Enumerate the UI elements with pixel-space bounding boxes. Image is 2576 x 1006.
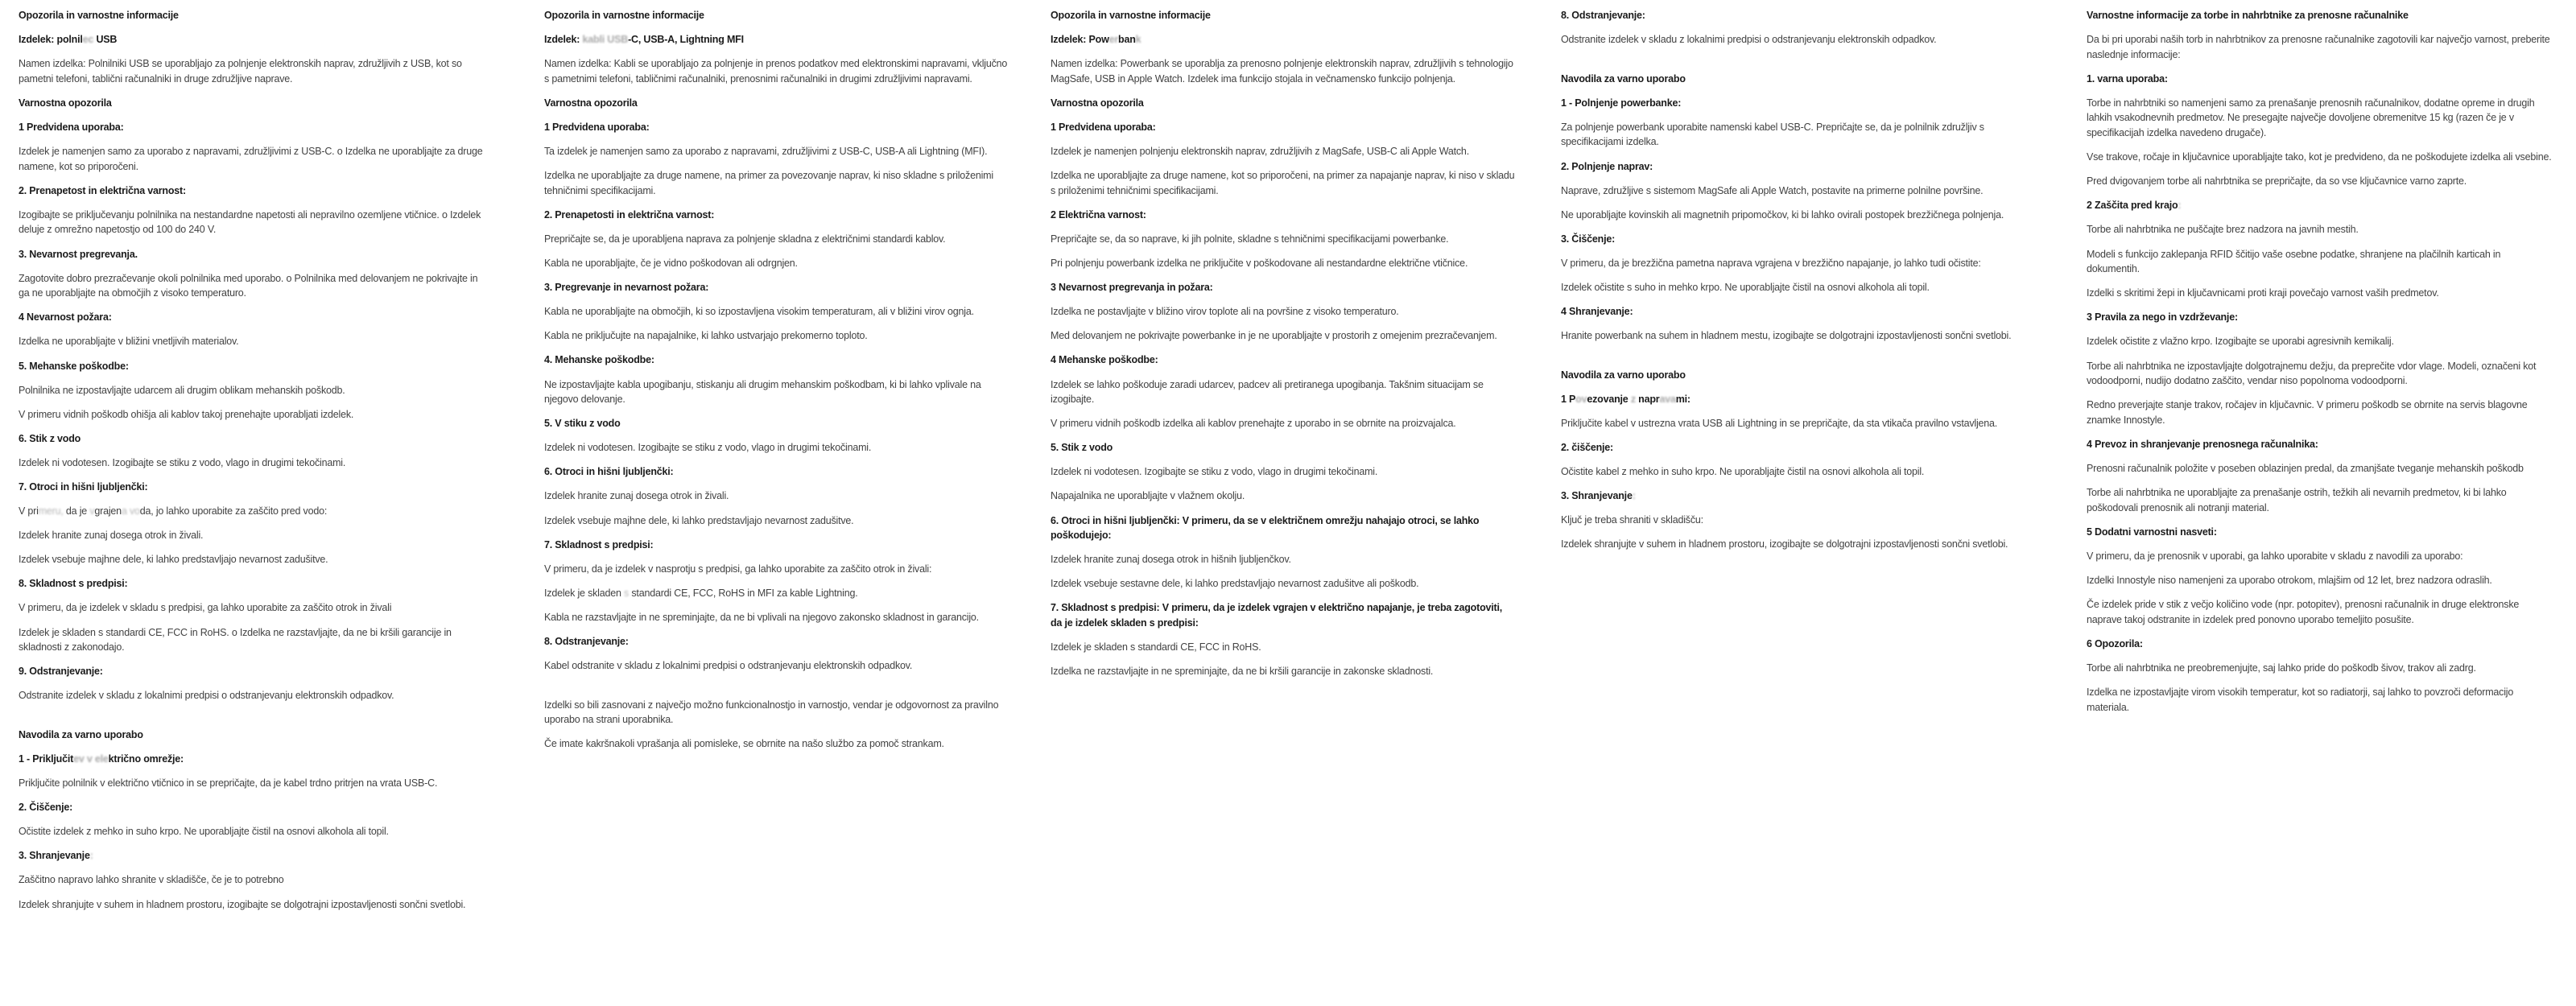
text-segment: napr [1635,393,1660,405]
text-segment: mi: [1675,393,1690,405]
paragraph: Izdelka ne uporabljajte v bližini vnetljivih materialov. [19,336,239,348]
paragraph: Izdelek ni vodotesen. Izogibajte se stiku z vodo, vlago in drugimi tekočinami. [544,442,872,454]
paragraph: Izdelek očistite z vlažno krpo. Izogibajte se uporabi agresivnih kemikalij. [2087,336,2394,348]
faded-text: k [1135,34,1141,46]
section-heading: 1 - Polnjenje powerbanke: [1561,97,1682,109]
section-heading: Opozorila in varnostne informacije [19,10,179,21]
paragraph: Prepričajte se, da so naprave, ki jih polnite, skladne s tehničnimi specifikacijami powerbanke. [1051,233,1449,245]
paragraph: Izogibajte se priključevanju polnilnika na nestandardne napetosti ali nepravilno ozemljene vtičnice. o Izdelek deluje z omrežno napetostjo od 100 do 240 V. [19,208,481,236]
text-segment: Izdelek: [544,34,583,46]
faded-text: ec [82,34,94,46]
paragraph: Da bi pri uporabi naših torb in nahrbtnikov za prenosne računalnike zagotovili kar največjo varnost, preberite naslednje informacije: [2087,34,2550,60]
section-heading: 3. Nevarnost pregrevanja. [19,248,138,260]
section-heading: 2. Polnjenje naprav: [1561,160,1653,172]
text-segment: -C, USB-A, Lightning MFI [628,34,744,46]
section-heading: Opozorila in varnostne informacije [1051,10,1211,21]
faded-text: : [1632,490,1636,502]
paragraph: Izdelek hranite zunaj dosega otrok in živali. [544,490,729,502]
paragraph: V primeru, da je prenosnik v uporabi, ga lahko uporabite v skladu z navodili za uporabo: [2087,550,2463,562]
paragraph: Izdelek hranite zunaj dosega otrok in hišnih ljubljenčkov. [1051,554,1291,566]
section-heading: Navodila za varno uporabo [1561,72,1686,85]
paragraph: Izdelek hranite zunaj dosega otrok in živali. [19,530,204,542]
section-heading: 3 Nevarnost pregrevanja in požara: [1051,282,1213,294]
faded-text: : [89,850,93,862]
paragraph: Izdelki Innostyle niso namenjeni za uporabo otrokom, mlajšim od 12 let, brez nadzora odraslih. [2087,574,2492,586]
paragraph: Naprave, združljive s sistemom MagSafe ali Apple Watch, postavite na primerne polnilne površine. [1561,184,1984,196]
section-heading: 7. Skladnost s predpisi: V primeru, da je izdelek vgrajen v električno napajanje, je treba zagotoviti, da je izdelek skladen s predpisi: [1051,602,1503,629]
text-segment: ban [1118,34,1136,46]
section-heading: 8. Odstranjevanje: [544,636,629,648]
section-heading: 4 Mehanske poškodbe: [1051,354,1158,366]
text-segment: Izdelek: polnil [19,34,83,46]
section-heading: 5. Mehanske poškodbe: [19,360,129,372]
text-segment: Izdelek: Pow [1051,34,1109,46]
paragraph: Izdelki s skritimi žepi in ključavnicami proti kraji povečajo varnost vaših predmetov. [2087,287,2439,299]
paragraph: Izdelek vsebuje sestavne dele, ki lahko predstavljajo nevarnost zadušitve ali poškodb. [1051,578,1419,590]
section-heading: 6. Otroci in hišni ljubljenčki: V primeru, da se v električnem omrežju nahajajo otroci, se lahko poškodujejo: [1051,514,1480,542]
section-heading: 4 Shranjevanje: [1561,306,1633,318]
section-heading: Varnostna opozorila [544,97,638,109]
section-heading: 1 Predvidena uporaba: [544,121,650,133]
paragraph: Vse trakove, ročaje in ključavnice uporabljajte tako, kot je predvideno, da ne poškodujete izdelka ali vsebine. [2087,151,2552,163]
section-heading: 1 Predvidena uporaba: [19,121,124,133]
section-heading: Varnostne informacije za torbe in nahrbtnike za prenosne računalnike [2087,10,2409,21]
paragraph: Med delovanjem ne pokrivajte powerbanke in je ne uporabljajte v prostorih z omejenim prezračevanjem. [1051,330,1497,342]
paragraph: Namen izdelka: Kabli se uporabljajo za polnjenje in prenos podatkov med elektronskimi napravami, vključno s pametnimi telefoni, tabličnimi računalniki, prenosnimi računalniki in drugimi združljivimi napravami. [544,58,1008,85]
paragraph: Kabel odstranite v skladu z lokalnimi predpisi o odstranjevanju elektronskih odpadkov. [544,660,913,672]
text-segment: 1 P [1561,393,1576,405]
text-segment: grajen [94,505,122,517]
faded-text: s [624,587,630,599]
section-heading: 6. Otroci in hišni ljubljenčki: [544,466,674,478]
text-segment: da je [63,505,90,517]
paragraph: Ta izdelek je namenjen samo za uporabo z napravami, združljivimi z USB-C, USB-A ali Lightning (MFI). [544,146,988,158]
paragraph: V primeru vidnih poškodb ohišja ali kablov takoj prenehajte uporabljati izdelek. [19,408,354,420]
section-heading [19,848,484,864]
paragraph: Izdelek se lahko poškoduje zaradi udarcev, padcev ali pretiranega upogibanja. Takšnim situacijam se izogibajte. [1051,378,1484,406]
faded-text: ev v ele [73,753,109,765]
section-heading [1051,32,1516,47]
paragraph: Izdelka ne uporabljajte za druge namene, kot so priporočeni, na primer za napajanje naprav, ki niso v skladu s priloženimi tehničnimi specifikacijami. [1051,170,1515,196]
text-segment: ezovanje [1587,393,1631,405]
paragraph: Izdelek očistite s suho in mehko krpo. Ne uporabljajte čistil na osnovi alkohola ali topil. [1561,282,1930,294]
section-heading: 5. Stik z vodo [1051,442,1113,454]
section-heading: 3. Čiščenje: [1561,233,1616,245]
paragraph: Kabla ne uporabljajte, če je vidno poškodovan ali odrgnjen. [544,258,798,270]
paragraph: Ne uporabljajte kovinskih ali magnetnih pripomočkov, ki bi lahko ovirali postopek brezžičnega polnjenja. [1561,208,2004,221]
section-heading: 1 Predvidena uporaba: [1051,121,1156,133]
paragraph: Namen izdelka: Polnilniki USB se uporabljajo za polnjenje elektronskih naprav, združljivih z USB, kot so pametni telefoni, tablični računalniki in druge združljive naprave. [19,58,462,85]
text-segment: 3. Shranjevanje [19,850,90,862]
paragraph: Izdelek shranjujte v suhem in hladnem prostoru, izogibajte se dolgotrajni izpostavljenosti sončni svetlobi. [1561,538,2008,550]
faded-text: v [89,505,95,517]
paragraph: Odstranite izdelek v skladu z lokalnimi predpisi o odstranjevanju elektronskih odpadkov. [1561,34,1937,46]
faded-text: a vo [121,505,140,517]
paragraph: Izdelek ni vodotesen. Izogibajte se stiku z vodo, vlago in drugimi tekočinami. [1051,466,1378,478]
paragraph: Očistite izdelek z mehko in suho krpo. Ne uporabljajte čistil na osnovi alkohola ali topil. [19,826,389,838]
paragraph: Izdelek je skladen s standardi CE, FCC in RoHS. [1051,641,1261,653]
paragraph: Priključite polnilnik v električno vtičnico in se prepričajte, da je kabel trdno pritrjen na vrata USB-C. [19,777,438,790]
paragraph: Kabla ne priključujte na napajalnike, ki lahko ustvarjajo prekomerno toploto. [544,330,868,342]
faded-text: er [1108,34,1119,46]
section-heading: 9. Odstranjevanje: [19,666,103,678]
paragraph: V primeru, da je izdelek v skladu s predpisi, ga lahko uporabite za zaščito otrok in živali [19,602,392,614]
paragraph: Za polnjenje powerbank uporabite namenski kabel USB-C. Prepričajte se, da je polnilnik združljiv s specifikacijami izdelka. [1561,121,1984,148]
section-heading: 1. varna uporaba: [2087,72,2168,85]
text-segment: V pri [19,505,39,517]
paragraph: Torbe ali nahrbtnika ne izpostavljajte dolgotrajnemu dežju, da preprečite vdor vlage. Modeli, označeni kot vodoodporni, nudijo dodatno zaščito, vendar niso popolnoma vodoodporni. [2087,360,2537,387]
paragraph: Prepričajte se, da je uporabljena naprava za polnjenje skladna z električnimi standardi kablov. [544,233,946,245]
faded-text: z [1630,393,1636,405]
paragraph: Izdelek vsebuje majhne dele, ki lahko predstavljajo nevarnost zadušitve. [19,554,328,566]
paragraph: V primeru, da je brezžična pametna naprava vgrajena v brezžično napajanje, jo lahko tudi očistite: [1561,257,1981,269]
column-laptop-bags [2087,8,2552,724]
section-heading: 2. Prenapetost in električna varnost: [19,184,186,196]
column-usb-charger [19,8,484,921]
section-heading: 6 Opozorila: [2087,637,2143,649]
section-heading: 8. Odstranjevanje: [1561,10,1645,21]
section-heading: Varnostna opozorila [1051,97,1144,109]
section-heading: 5. V stiku z vodo [544,418,621,430]
paragraph [544,586,1009,601]
section-heading [1561,489,2026,504]
paragraph: Odstranite izdelek v skladu z lokalnimi predpisi o odstranjevanju elektronskih odpadkov. [19,690,394,702]
section-heading: 7. Skladnost s predpisi: [544,538,654,550]
section-heading: 2. Prenapetosti in električna varnost: [544,208,715,221]
paragraph: Izdelek shranjujte v suhem in hladnem prostoru, izogibajte se dolgotrajni izpostavljenosti sončni svetlobi. [19,898,466,910]
section-heading: 4 Prevoz in shranjevanje prenosnega računalnika: [2087,438,2318,450]
text-segment: da, jo lahko uporabite za zaščito pred vodo: [139,505,328,517]
section-heading: 4 Nevarnost požara: [19,311,112,324]
faded-text: meru, [38,505,64,517]
paragraph: V primeru, da je izdelek v nasprotju s predpisi, ga lahko uporabite za zaščito otrok in živali: [544,563,932,575]
paragraph: Modeli s funkcijo zaklepanja RFID ščitijo vaše osebne podatke, shranjene na plačilnih karticah in dokumentih. [2087,248,2501,275]
section-heading [19,752,484,767]
text-segment: standardi CE, FCC, RoHS in MFI za kable Lightning. [629,587,858,599]
section-heading: 7. Otroci in hišni ljubljenčki: [19,480,148,493]
section-heading: 3 Pravila za nego in vzdrževanje: [2087,311,2238,324]
column-cables [544,8,1009,761]
section-heading: Navodila za varno uporabo [19,728,143,740]
section-heading [544,32,1009,47]
paragraph: Polnilnika ne izpostavljajte udarcem ali drugim oblikam mehanskih poškodb. [19,384,345,396]
text-segment: 3. Shranjevanje [1561,490,1633,502]
paragraph: Izdelka ne postavljajte v bližino virov toplote ali na površine z visoko temperaturo. [1051,306,1399,318]
text-segment: ktrično omrežje: [108,753,184,765]
paragraph: Očistite kabel z mehko in suho krpo. Ne uporabljajte čistil na osnovi alkohola ali topil. [1561,466,1925,478]
section-heading: 5 Dodatni varnostni nasveti: [2087,526,2217,538]
paragraph: Prenosni računalnik položite v poseben oblazinjen predal, da zmanjšate tveganje mehanskih poškodb [2087,462,2524,474]
section-heading: 2 Električna varnost: [1051,208,1146,221]
paragraph: Namen izdelka: Powerbank se uporablja za prenosno polnjenje elektronskih naprav, združljivih s tehnologijo MagSafe, USB in Apple Watch. Izdelek ima funkcijo stojala in večnamensko funkcijo polnjenja. [1051,58,1513,85]
section-heading [2087,198,2552,213]
faded-text: ov [1575,393,1587,405]
paragraph: Hranite powerbank na suhem in hladnem mestu, izogibajte se dolgotrajni izpostavljenosti sončni svetlobi. [1561,330,2012,342]
paragraph: Torbe ali nahrbtnika ne puščajte brez nadzora na javnih mestih. [2087,224,2359,236]
section-heading [1561,392,2026,407]
paragraph: V primeru vidnih poškodb izdelka ali kablov prenehajte z uporabo in se obrnite na proizvajalca. [1051,418,1456,430]
section-heading: Navodila za varno uporabo [1561,369,1686,381]
paragraph: Zagotovite dobro prezračevanje okoli polnilnika med uporabo. o Polnilnika med delovanjem ne pokrivajte in ga ne uporabljajte na območjih z visoko temperaturo. [19,272,478,299]
faded-text: ava [1659,393,1676,405]
paragraph: Izdelki so bili zasnovani z največjo možno funkcionalnostjo in varnostjo, vendar je odgovornost za pravilno uporabo na strani uporabnika. [544,699,999,726]
paragraph: Torbe in nahrbtniki so namenjeni samo za prenašanje prenosnih računalnikov, dodatne opreme in drugih lahkih vsakodnevnih predmetov. Ne presegajte največje dovoljene obremenitve 15 kg (razen če je v specifikacijah izdelka navedeno drugače). [2087,97,2535,139]
faded-text: kabli USB [582,34,629,46]
paragraph: Izdelek je skladen s standardi CE, FCC in RoHS. o Izdelka ne razstavljajte, da ne bi kršili garancije in skladnosti z zakonodajo. [19,626,452,653]
paragraph: Izdelka ne uporabljajte za druge namene, na primer za povezovanje naprav, ki niso skladne s priloženimi tehničnimi specifikacijami. [544,170,993,196]
paragraph: Torbe ali nahrbtnika ne uporabljajte za prenašanje ostrih, težkih ali nevarnih predmetov, ki bi lahko poškodovali prenosnik ali notranji material. [2087,487,2507,513]
text-segment: Izdelek je skladen [544,587,625,599]
paragraph: Priključite kabel v ustrezna vrata USB ali Lightning in se prepričajte, da sta vtikača pravilno vstavljena. [1561,418,1998,429]
paragraph: Izdelek vsebuje majhne dele, ki lahko predstavljajo nevarnost zadušitve. [544,514,854,526]
section-heading: Opozorila in varnostne informacije [544,10,704,21]
paragraph: Izdelek je namenjen samo za uporabo z napravami, združljivimi z USB-C. o Izdelka ne uporabljajte za druge namene, kot so priporočeni. [19,146,483,172]
column-powerbank-instructions [1561,8,2026,562]
section-heading [19,32,484,47]
section-heading: Varnostna opozorila [19,97,112,109]
paragraph: Pred dvigovanjem torbe ali nahrbtnika se prepričajte, da so vse ključavnice varno zaprte. [2087,175,2467,188]
paragraph [19,504,484,519]
column-powerbank [1051,8,1516,688]
text-segment: 1 - Priključit [19,753,74,765]
section-heading: 6. Stik z vodo [19,432,81,444]
paragraph: Če imate kakršnakoli vprašanja ali pomisleke, se obrnite na našo službo za pomoč strankam. [544,738,944,750]
section-heading: 2. čiščenje: [1561,442,1614,454]
paragraph: Zaščitno napravo lahko shranite v skladišče, če je to potrebno [19,874,284,886]
paragraph: Izdelek ni vodotesen. Izogibajte se stiku z vodo, vlago in drugimi tekočinami. [19,456,346,468]
paragraph: Ne izpostavljajte kabla upogibanju, stiskanju ali drugim mehanskim poškodbam, ki bi lahko vplivale na njegovo delovanje. [544,378,981,406]
paragraph: Torbe ali nahrbtnika ne preobremenjujte, saj lahko pride do poškodb šivov, trakov ali zadrg. [2087,662,2476,674]
section-heading: 3. Pregrevanje in nevarnost požara: [544,282,709,294]
paragraph: Ključ je treba shraniti v skladišču: [1561,514,1703,526]
paragraph: Napajalnika ne uporabljajte v vlažnem okolju. [1051,490,1245,502]
paragraph: Redno preverjajte stanje trakov, ročajev in ključavnic. V primeru poškodb se obrnite na servis blagovne znamke Innostyle. [2087,399,2528,426]
paragraph: Izdelka ne razstavljajte in ne spreminjajte, da ne bi kršili garancije in zakonske skladnosti. [1051,666,1434,678]
paragraph: Izdelka ne izpostavljajte virom visokih temperatur, kot so radiatorji, saj lahko to povzroči deformacijo materiala. [2087,686,2514,713]
text-segment: USB [93,34,118,46]
section-heading: 8. Skladnost s predpisi: [19,578,128,590]
text-segment: 2 Zaščita pred krajo [2087,200,2178,212]
paragraph: Če izdelek pride v stik z večjo količino vode (npr. potopitev), prenosni računalnik in druge elektronske naprave takoj odstranite in izdelek pred ponovno uporabo temeljito posušite. [2087,599,2520,625]
section-heading: 4. Mehanske poškodbe: [544,354,654,366]
paragraph: Pri polnjenju powerbank izdelka ne priključite v poškodovane ali nestandardne električne vtičnice. [1051,258,1468,270]
paragraph: Izdelek je namenjen polnjenju elektronskih naprav, združljivih z MagSafe, USB-C ali Apple Watch. [1051,146,1469,158]
faded-text: : [2178,200,2182,212]
section-heading: 2. Čiščenje: [19,802,73,814]
paragraph: Kabla ne uporabljajte na območjih, ki so izpostavljena visokim temperaturam, ali v bližini virov ognja. [544,306,974,318]
paragraph: Kabla ne razstavljajte in ne spreminjajte, da ne bi vplivali na njegovo zakonsko skladnost in garancijo. [544,611,979,623]
